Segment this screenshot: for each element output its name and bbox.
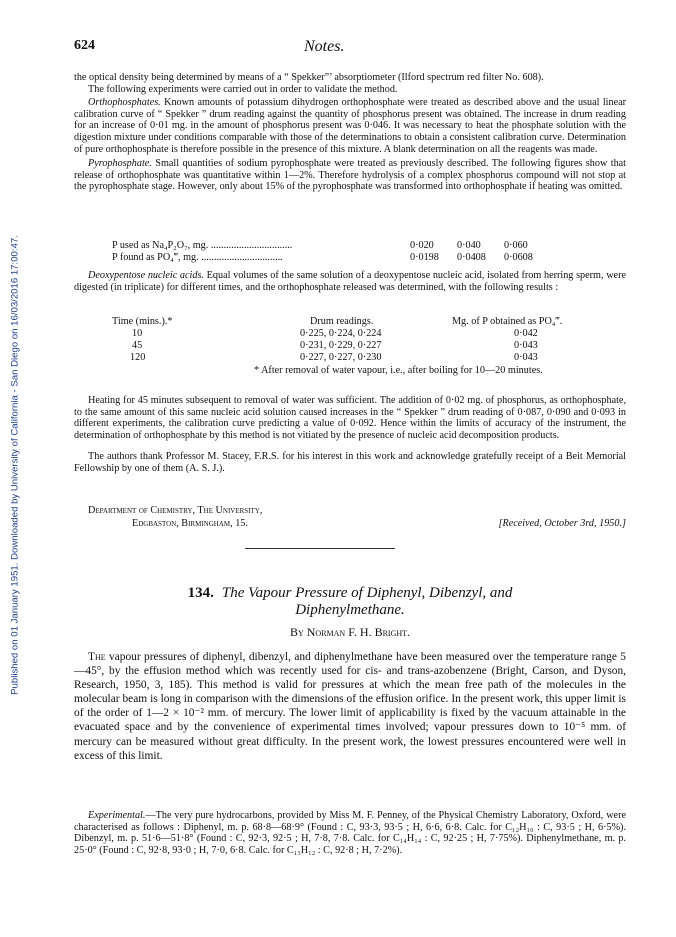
paragraph-acknowledgement: The authors thank Professor M. Stacey, F.R.S. for his interest in this work and acknowledge gratefully receipt of a Beit Memorial Fellowship by one of them (A. S. J.). xyxy=(74,451,626,474)
paragraph-intro xyxy=(74,650,626,763)
table-cell: 0·043 xyxy=(514,352,538,363)
table-row xyxy=(74,240,626,252)
table-cell: 0·227, 0·227, 0·230 xyxy=(300,352,382,363)
table-cell: 0·040 xyxy=(457,240,481,251)
table-cell: 0·020 xyxy=(410,240,434,251)
table-cell: 0·0408 xyxy=(457,252,486,263)
table-cell: 10 xyxy=(132,328,143,339)
notes-body xyxy=(74,72,626,193)
article-number: 134. xyxy=(187,585,214,601)
paragraph-orthophosphates xyxy=(74,97,626,155)
table-cell: 0·043 xyxy=(514,340,538,351)
intro-lead-word: The xyxy=(88,651,106,663)
received-date: [Received, October 3rd, 1950.] xyxy=(498,518,626,529)
download-watermark xyxy=(0,0,30,937)
table-cell: 120 xyxy=(130,352,146,363)
table-footnote-row xyxy=(74,365,626,377)
table-cell: 0·0198 xyxy=(410,252,439,263)
section-divider xyxy=(245,548,395,549)
article-title xyxy=(74,585,626,619)
article-title-line-1: The Vapour Pressure of Diphenyl, Dibenzyl, and xyxy=(221,585,513,601)
paragraph-spekker: the optical density being determined by means of a “ Spekker”’ absorptiometer (Ilford spectrum red filter No. 608). xyxy=(74,72,544,83)
table-cell: 0·231, 0·229, 0·227 xyxy=(300,340,382,351)
closing-paragraphs xyxy=(74,395,626,475)
experimental-text: —The very pure hydrocarbons, provided by Miss M. F. Penney, of the Physical Chemistry Laboratory, Oxford, were characterised as follows : Diphenyl, m. p. 68·8—68·9° (Found : C, 93·3, 93·5 ; H, 6·6, 6·8. Calc. for C₁₂H₁₀ : C, 93·5 ; H, 6·5%). Dibenzyl, m. p. 51·6—51·8° (Found : C, 92·3, 92·5 ; H, 7·8, 7·8. Calc. for C₁₄H₁₄ : C, 92·25 ; H, 7·75%). Diphenylmethane, m. p. 25·0° (Found : C, 92·8, 93·0 ; H, 7·0, 6·8. Calc. for C₁₃H₁₂ : C, 92·8 ; H, 7·2%). xyxy=(74,810,626,856)
table-cell: P found as PO₄‴, mg. ................................ xyxy=(112,252,283,263)
paragraph-experimental xyxy=(74,810,626,856)
table-cell: 0·060 xyxy=(504,240,528,251)
table-header: Mg. of P obtained as PO₄‴. xyxy=(452,316,563,327)
deoxypentose-text: Equal volumes of the same solution of a deoxypentose nucleic acid, isolated from herring sperm, were digested (in triplicate) for different times, and the orthophosphate released was determined, with the following results : xyxy=(74,270,626,293)
dna-section xyxy=(74,270,626,293)
running-head: Notes. xyxy=(304,38,345,55)
orthophosphates-heading: Orthophosphates. xyxy=(88,97,161,109)
deoxypentose-heading: Deoxypentose nucleic acids. xyxy=(88,270,204,281)
download-watermark-text: Published on 01 January 1951. Downloaded by University of California - San Diego on 16/03/2016 17:00:47. xyxy=(9,235,21,695)
table-row xyxy=(74,328,626,340)
table-row xyxy=(74,252,626,264)
article-author: By Norman F. H. Bright. xyxy=(289,625,411,639)
affiliation-line-2: Edgbaston, Birmingham, 15. xyxy=(132,518,248,529)
table-footnote: * After removal of water vapour, i.e., after boiling for 10—20 minutes. xyxy=(254,365,543,376)
affiliation-line-1: Department of Chemistry, The University, xyxy=(88,505,263,516)
intro-text: vapour pressures of diphenyl, dibenzyl, and diphenylmethane have been measured over the temperature range 5—45°, by the effusion method which was recently used for cis- and trans-azobenzene (Bright, Carson, and Dyson, Research, 1950, 3, 185). This method is valid for pressures at which the mean free path of the molecules in the molecular beam is long in comparison with the dimensions of the effusion orifice. In the present work, this upper limit is of the order of 1—2 × 10⁻² mm. of mercury. The lower limit of applicability is fixed by the vacuum attainable in the evacuated space and by the convenience of experimental times involved; vapour pressures down to 10⁻⁵ mm. of mercury can be measured without great difficulty. In the present work, the lowest pressures encountered were well in excess of this limit. xyxy=(74,651,626,762)
table-row xyxy=(74,352,626,364)
table-cell: 0·225, 0·224, 0·224 xyxy=(300,328,382,339)
intro-text-block xyxy=(74,650,626,763)
page-header xyxy=(74,38,626,58)
page-number: 624 xyxy=(74,38,95,53)
table-header-row xyxy=(74,316,626,328)
experimental-text-block xyxy=(74,810,626,856)
article-title-line-2: Diphenylmethane. xyxy=(295,602,405,618)
table-cell: 0·042 xyxy=(514,328,538,339)
experimental-heading: Experimental. xyxy=(88,810,146,821)
dna-table xyxy=(74,316,626,377)
pyrophosphate-heading: Pyrophosphate. xyxy=(88,158,152,170)
pyrophosphate-text: Small quantities of sodium pyrophosphate were treated as previously described. The following figures show that release of orthophosphate was quantitative within 1—2%. Therefore hydrolysis of a complex phosphorus compound will not stop at the pyrophosphate stage. However, only about 15% of the pyrophosphate was transformed into orthophosphate if heating was omitted. xyxy=(74,158,627,193)
affiliation xyxy=(74,505,626,535)
table-header: Drum readings. xyxy=(310,316,374,327)
pyrophosphate-table xyxy=(74,240,626,264)
paragraph-deoxypentose xyxy=(74,270,626,293)
orthophosphates-text: Known amounts of potassium dihydrogen orthophosphate were treated as described above and the usual linear calibration curve of “ Spekker ” drum reading against the quantity of phosphorus present was obtained. The increase in drum reading for an increase of 0·01 mg. in the amount of phosphorus present was 0·046. It was necessary to heat the phosphate solution with the digestion mixture under conditions comparable with those of the determinations to obtain a consistent calibration curve. Determination of pure orthophosphate is therefore possible in the presence of this mixture. A blank determination on all the reagents was made. xyxy=(74,97,627,155)
paragraph-pyrophosphate xyxy=(74,158,626,193)
table-cell: 45 xyxy=(132,340,143,351)
table-cell: P used as Na₄P₂O₇, mg. ................................ xyxy=(112,240,293,251)
table-cell: 0·0608 xyxy=(504,252,533,263)
table-header: Time (mins.).* xyxy=(112,316,173,327)
paragraph-validate: The following experiments were carried out in order to validate the method. xyxy=(88,83,398,95)
table-row xyxy=(74,340,626,352)
paragraph-heating: Heating for 45 minutes subsequent to removal of water was sufficient. The addition of 0·02 mg. of phosphorus, as orthophosphate, to the same amount of this same nucleic acid solution caused increases in the “ Spekker ” drum reading of 0·087, 0·090 and 0·093 in different experiments, the calibration curve predicting a value of 0·092. Hence within the limits of accuracy of the instrument, the determination of orthophosphate by this method is not vitiated by the presence of nucleic acid decomposition products. xyxy=(74,395,626,441)
